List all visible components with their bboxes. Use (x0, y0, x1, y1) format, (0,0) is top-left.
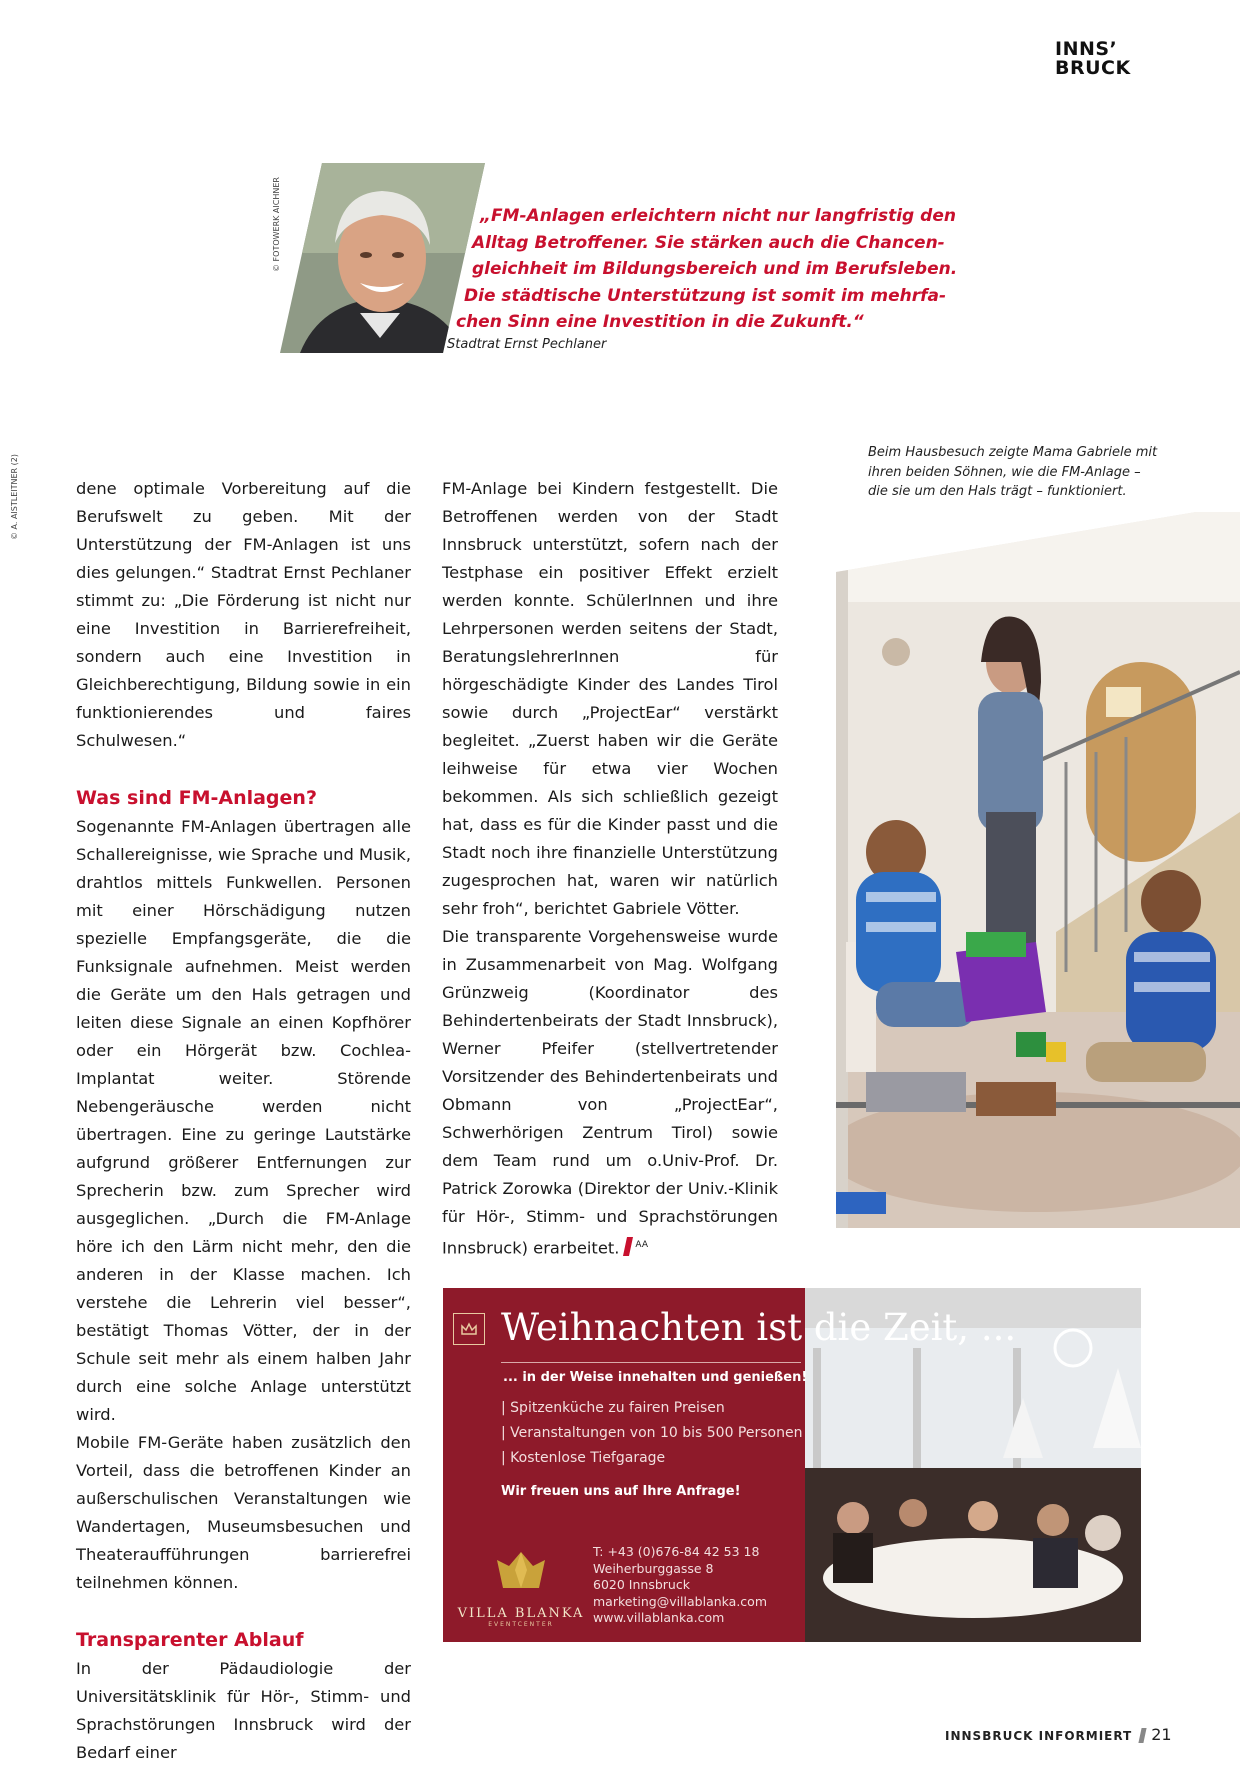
paragraph: FM-Anlage bei Kindern festgestellt. Die Betroffenen werden von der Stadt Innsbruck unterstützt, sofern nach der Testphase ein positiver Effekt erzielt werden konnte. SchülerInnen und ihre Lehrpersonen werden seitens der Stadt, BeratungslehrerInnen für hörgeschädigte Kinder des Landes Tirol sowie durch „ProjectEar“ verstärkt begleitet. „Zuerst haben wir die Geräte leihweise für etwa vier Wochen bekommen. Als sich schließlich gezeigt hat, dass es für die Kinder passt und die Stadt noch ihre finanzielle Unterstützung zugesprochen hat, waren wir natürlich sehr froh“, berichtet Gabriele Vötter. (442, 479, 778, 918)
ad-contact-block (593, 1544, 767, 1627)
ad-subtitle: ... in der Weise innehalten und genießen! (503, 1370, 808, 1385)
villa-blanka-advertisement[interactable] (443, 1288, 1141, 1642)
paragraph: Die transparente Vorgehensweise wurde in Zusammenarbeit von Mag. Wolfgang Grünzweig (Koordinator des Behindertenbeirats der Stadt Innsbruck), Werner Pfeifer (stellvertretender Vorsitzender des Behindertenbeirats und Obmann von „ProjectEar“, Schwerhörigen Zentrum Tirol) sowie dem Team rund um o.Univ-Prof. Dr. Patrick Zorowka (Direktor der Univ.-Klinik für Hör-, Stimm- und Sprachstörungen Innsbruck) erarbeitet. (442, 927, 778, 1258)
page-footer (945, 1725, 1172, 1744)
end-mark-icon (623, 1237, 633, 1256)
portrait-credit: © FOTOWERK AICHNER (272, 177, 281, 272)
family-photo (836, 512, 1240, 1228)
page-number: 21 (1151, 1725, 1172, 1744)
footer-divider-icon (1139, 1728, 1147, 1743)
ad-feature-list (501, 1396, 802, 1471)
ad-feature: | Veranstaltungen von 10 bis 500 Personen (501, 1421, 802, 1446)
article-column-1 (76, 475, 411, 1767)
ad-city: 6020 Innsbruck (593, 1577, 690, 1592)
logo-line2: BRUCK (1055, 57, 1131, 79)
paragraph: Mobile FM-Geräte haben zusätzlich den Vorteil, dass die betroffenen Kinder an außerschulischen Veranstaltungen wie Wandertagen, Museumsbesuchen und Theateraufführungen barrierefrei teilnehmen können. (76, 1433, 411, 1592)
ad-phone: T: +43 (0)676-84 42 53 18 (593, 1544, 760, 1559)
paragraph: Sogenannte FM-Anlagen übertragen alle Schallereignisse, wie Sprache und Musik, drahtlos mittels Funkwellen. Personen mit einer Hörschädigung nutzen spezielle Empfangsgeräte, die die Funksignale aufnehmen. Meist werden die Geräte um den Hals getragen und leiten diese Signale an einen Kopfhörer oder ein Hörgerät bzw. Cochlea-Implantat weiter. Störende Nebengeräusche werden nicht übertragen. Eine zu geringe Lautstärke aufgrund größerer Entfernungen zur Sprecherin bzw. zum Sprecher wird ausgeglichen. „Durch die FM-Anlage höre ich den Lärm nicht mehr, den die anderen in der Klasse machen. Ich verstehe die Lehrerin viel besser“, bestätigt Thomas Vötter, der in der Schule seit mehr als einem halben Jahr durch eine solche Anlage unterstützt wird. (76, 817, 411, 1424)
ad-street: Weiherburggasse 8 (593, 1560, 714, 1576)
ad-divider (501, 1362, 801, 1363)
innsbruck-logo (1055, 40, 1145, 78)
ad-brand-subtitle: EVENTCENTER (488, 1621, 554, 1628)
ad-brand-name: VILLA BLANKA (457, 1606, 585, 1621)
ad-feature: | Kostenlose Tiefgarage (501, 1446, 802, 1471)
ad-call-to-action: Wir freuen uns auf Ihre Anfrage! (501, 1484, 741, 1499)
logo-line1: INNS’ (1055, 38, 1118, 60)
section-heading: Transparenter Ablauf (76, 1629, 304, 1651)
section-heading: Was sind FM-Anlagen? (76, 787, 317, 809)
ad-feature: | Spitzenküche zu fairen Preisen (501, 1396, 802, 1421)
quote-line: Alltag Betroffener. Sie stärken auch die Chancen- (472, 232, 945, 253)
quote-line: chen Sinn eine Investition in die Zukunft.“ (456, 312, 864, 332)
quote-line: gleichheit im Bildungsbereich und im Berufsleben. (472, 259, 958, 279)
villa-blanka-crown-icon (491, 1548, 551, 1598)
ad-email-link[interactable]: marketing@villablanka.com (593, 1593, 768, 1609)
article-column-2 (442, 475, 778, 1262)
villa-blanka-logo (451, 1548, 591, 1628)
author-initials: AA (635, 1240, 648, 1250)
paragraph: In der Pädaudiologie der Universitätsklinik für Hör-, Stimm- und Sprachstörungen Innsbruck wird der Bedarf einer (76, 1659, 411, 1762)
quote-line: „FM-Anlagen erleichtern nicht nur langfristig den (480, 206, 956, 226)
side-photo-credit: © A. AISTLEITNER (2) (10, 454, 19, 540)
ad-website-link[interactable]: www.villablanka.com (593, 1610, 725, 1625)
quote-author: Stadtrat Ernst Pechlaner (447, 337, 607, 352)
ad-title: Weihnachten ist die Zeit, ... (501, 1306, 1017, 1349)
paragraph-final (442, 923, 778, 1262)
publication-name: INNSBRUCK INFORMIERT (945, 1729, 1133, 1743)
pull-quote (448, 203, 958, 336)
paragraph: dene optimale Vorbereitung auf die Berufswelt zu geben. Mit der Unterstützung der FM-Anlagen ist uns dies gelungen.“ Stadtrat Ernst Pechlaner stimmt zu: „Die Förderung ist nicht nur eine Investition in Barrierefreiheit, sondern auch eine Investition in Gleichberechtigung, Bildung sowie in ein funktionierendes und faires Schulwesen.“ (76, 479, 411, 750)
crown-icon (453, 1313, 485, 1345)
quote-line: Die städtische Unterstützung ist somit im mehrfa- (464, 285, 947, 306)
photo-caption: Beim Hausbesuch zeigte Mama Gabriele mit ihren beiden Söhnen, wie die FM-Anlage – die sie um den Hals trägt – funktioniert. (868, 445, 1158, 499)
